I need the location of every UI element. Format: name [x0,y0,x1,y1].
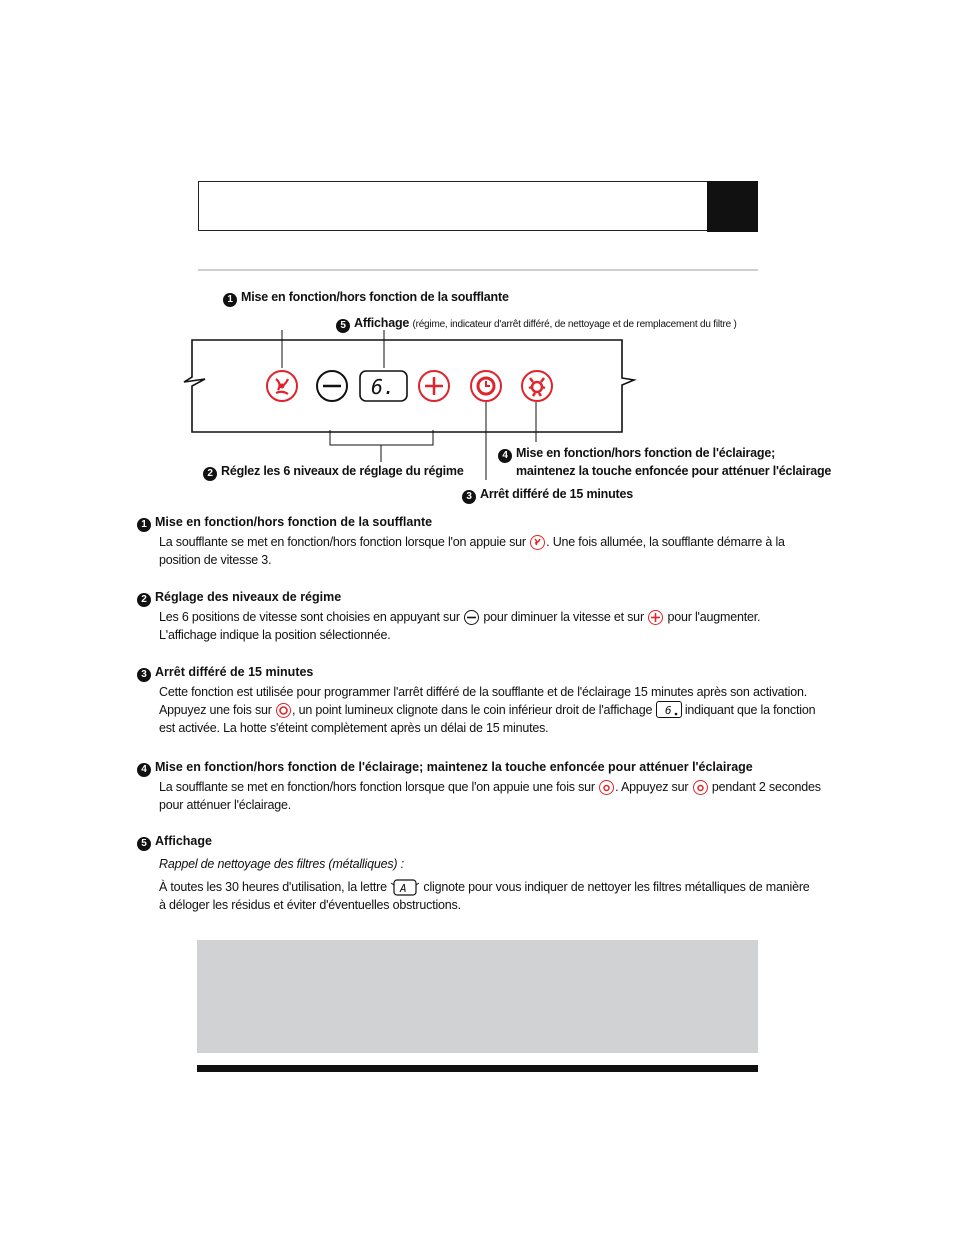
callout-3 [462,487,633,504]
number-badge: 2 [137,593,151,607]
panel-outline [184,340,634,432]
minus-icon [464,610,479,625]
section-3-title [137,665,313,682]
section-4-body: La soufflante se met en fonction/hors fonction lorsque que l'on appuie une fois sur . Appuyez sur pendant 2 secondes pour atténuer l'éclairage. [159,780,821,812]
section-2-title [137,590,341,607]
number-badge: 1 [223,293,237,307]
light-icon [599,780,614,795]
section-5-title [137,834,212,851]
plus-icon [648,610,663,625]
callout-3-text: Arrêt différé de 15 minutes [480,487,633,501]
callout-5 [336,316,737,333]
timer-icon [276,703,291,718]
callout-2-text: Réglez les 6 niveaux de réglage du régime [221,464,464,478]
section-1-title-text: Mise en fonction/hors fonction de la soufflante [155,515,433,529]
display-dot-icon [656,701,682,718]
section-5-body: À toutes les 30 heures d'utilisation, la lettre A clignote pour vous indiquer de nettoyer les filtres métalliques de manière à déloger les résidus et éviter d'éventuelles obstructions. [159,880,810,912]
section-2-title-text: Réglage des niveaux de régime [155,590,342,604]
callout-4 [498,446,775,463]
minus-button-icon [317,371,347,401]
display-digit: 6. [370,375,396,399]
number-badge: 4 [137,763,151,777]
header-tab [707,181,758,232]
number-badge: 4 [498,449,512,463]
callout-4-line1: Mise en fonction/hors fonction de l'éclairage; [516,446,776,460]
section-4-title-text: Mise en fonction/hors fonction de l'éclairage; maintenez la touche enfoncée pour atténuer l'éclairage [155,760,753,774]
section-rule [198,269,758,271]
fan-icon [530,535,545,550]
note-box [197,940,758,1053]
blinking-a-icon [390,878,420,896]
light-icon [693,780,708,795]
number-badge: 3 [137,668,151,682]
callout-5-detail: (régime, indicateur d'arrêt différé, de nettoyage et de remplacement du filtre ) [412,319,737,330]
section-4-title [137,760,753,777]
number-badge: 1 [137,518,151,532]
section-1-body: La soufflante se met en fonction/hors fonction lorsque l'on appuie sur . Une fois allumée, la soufflante démarre à la position de vitesse 3. [159,535,785,567]
callout-2 [203,464,464,481]
section-5-subtitle: Rappel de nettoyage des filtres (métalliques) : [159,857,404,871]
section-1-title [137,515,432,532]
svg-text:6: 6 [664,704,671,717]
leader-2 [330,430,433,462]
bottom-bar [197,1065,758,1072]
light-button-icon [522,371,552,401]
fan-button-icon [267,371,297,401]
number-badge: 5 [137,837,151,851]
callout-1 [223,290,509,307]
section-3-title-text: Arrêt différé de 15 minutes [155,665,314,679]
number-badge: 3 [462,490,476,504]
plus-button-icon [419,371,449,401]
svg-text:A: A [400,882,407,895]
callout-5-label: Affichage [354,316,410,330]
header-box [198,181,758,231]
number-badge: 2 [203,467,217,481]
callout-4-cont: maintenez la touche enfoncée pour atténuer l'éclairage [516,464,832,478]
section-3-body: Cette fonction est utilisée pour programmer l'arrêt différé de la soufflante et de l'éclairage 15 minutes après son activation. Appuyez une fois sur , un point lumineux clignote dans le coin inférieur droit de l'affichage 6 indiquant que la fonction est activée. La hotte s'éteint complètement après un délai de 15 minutes. [159,685,816,735]
section-2-body: Les 6 positions de vitesse sont choisies en appuyant sur pour diminuer la vitesse et sur pour l'augmenter. L'affichage indique la position sélectionnée. [159,610,761,642]
number-badge: 5 [336,319,350,333]
timer-button-icon [471,371,501,401]
callout-1-text: Mise en fonction/hors fonction de la soufflante [241,290,509,304]
section-5-title-text: Affichage [155,834,212,848]
